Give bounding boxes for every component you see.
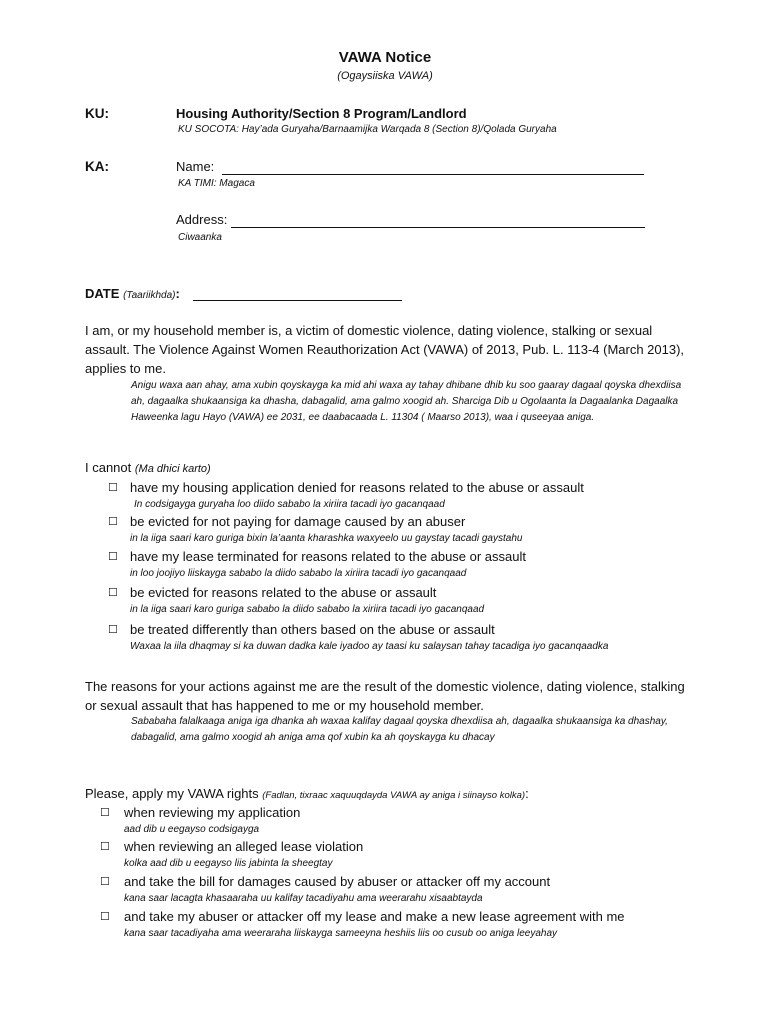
page-title: VAWA Notice: [338, 49, 432, 66]
checkbox-apply-1[interactable]: ☐: [100, 807, 110, 819]
checkbox-cannot-5[interactable]: ☐: [108, 624, 118, 636]
reasons-paragraph: The reasons for your actions against me are the result of the domestic violence, dating violence, stalking or sexual assault that has happened to me or my household member.: [85, 679, 685, 713]
cannot-item-2: be evicted for not paying for damage caused by an abuser: [130, 514, 466, 529]
apply-item-2-translation: kolka aad dib u eegayso liis jabinta la sheegtay: [124, 858, 333, 869]
apply-heading-translation: (Fadlan, tixraac xaquuqdayda VAWA ay aniga i siinayso kolka): [262, 790, 526, 801]
checkbox-cannot-4[interactable]: ☐: [108, 587, 118, 599]
checkbox-apply-3[interactable]: ☐: [100, 876, 110, 888]
cannot-item-3-translation: in loo joojiyo liiskayga sababo la diido sababo la xiriira tacadi iyo gacanqaad: [130, 568, 467, 579]
to-label: KU:: [85, 106, 109, 121]
name-field[interactable]: [222, 174, 644, 175]
cannot-item-3: have my lease terminated for reasons related to the abuse or assault: [130, 549, 526, 564]
apply-item-4-translation: kana saar tacadiyaha ama weeraraha liiskayga sameeyna heshiis liis oo cusub oo aniga leeyahay: [124, 928, 558, 939]
cannot-item-1-translation: In codsigayga guryaha loo diido sababo la xiriira tacadi iyo gacanqaad: [134, 499, 445, 510]
intro-translation: Anigu waxa aan ahay, ama xubin qoyskayga ka mid ahi waxa ay tahay dhibane dhib ku soo gaaray dagaal qoyska dhexdiisa ah, dagaalka shukaansiga ka dhasha, dabagalid, ama galmo xoogid ah. Sharciga Dib u Ogolaanta la Dagaalanka Dagaalka Haweenka lagu Hayo (VAWA) ee 2031, ee daabacaada L. 11304 ( Maarso 2013), waa i quseeyaa aniga.: [131, 380, 682, 423]
address-translation: Ciwaanka: [178, 232, 222, 243]
page-subtitle: (Ogaysiiska VAWA): [337, 70, 433, 82]
address-label: Address:: [176, 212, 228, 227]
date-colon: :: [175, 286, 180, 301]
date-label: DATE: [85, 286, 120, 301]
apply-item-2: when reviewing an alleged lease violation: [124, 839, 364, 854]
address-field[interactable]: [231, 227, 645, 228]
checkbox-apply-2[interactable]: ☐: [100, 841, 110, 853]
cannot-item-2-translation: in la iiga saari karo guriga bixin la’aanta kharashka waxyeelo uu gaystay tacadi gaystahu: [130, 533, 523, 544]
apply-item-3-translation: kana saar lacagta khasaaraha uu kalifay tacadiyahu ama weerarahu xisaabtayda: [124, 893, 483, 904]
to-translation: KU SOCOTA: Hay’ada Guryaha/Barnaamijka Warqada 8 (Section 8)/Qolada Guryaha: [178, 124, 557, 135]
to-value: Housing Authority/Section 8 Program/Landlord: [176, 106, 467, 121]
cannot-item-4: be evicted for reasons related to the abuse or assault: [130, 585, 437, 600]
cannot-item-1: have my housing application denied for reasons related to the abuse or assault: [130, 480, 584, 495]
checkbox-cannot-1[interactable]: ☐: [108, 482, 118, 494]
checkbox-cannot-2[interactable]: ☐: [108, 516, 118, 528]
apply-item-4: and take my abuser or attacker off my lease and make a new lease agreement with me: [124, 909, 625, 924]
cannot-heading-group: [85, 460, 211, 475]
from-label: KA:: [85, 159, 109, 174]
cannot-heading-translation: (Ma dhici karto): [134, 463, 211, 475]
cannot-item-5-translation: Waxaa la iila dhaqmay si ka duwan dadka kale iyadoo ay taasi ku salaysan tahay tacadiga iyo gacanqaadka: [130, 641, 609, 652]
checkbox-apply-4[interactable]: ☐: [100, 911, 110, 923]
date-label-group: [85, 286, 180, 301]
intro-paragraph: I am, or my household member is, a victim of domestic violence, dating violence, stalking or sexual assault. The Violence Against Women Reauthorization Act (VAWA) of 2013, Pub. L. 113-4 (March 2013), applies to me.: [85, 323, 685, 376]
cannot-heading: I cannot: [85, 460, 132, 475]
cannot-item-4-translation: in la iiga saari karo guriga sababo la diido sababo la xiriira tacadi iyo gacanqaad: [130, 604, 485, 615]
apply-item-1: when reviewing my application: [124, 805, 301, 820]
apply-heading-colon: :: [525, 786, 529, 801]
cannot-item-5: be treated differently than others based on the abuse or assault: [130, 622, 495, 637]
checkbox-cannot-3[interactable]: ☐: [108, 551, 118, 563]
reasons-translation: Sababaha falalkaaga aniga iga dhanka ah waxaa kalifay dagaal qoyska dhexdiisa ah, dagaalka shukaansiga ka dhashay, dabagalid, ama galmo xoogid ah aniga ama qof xubin ka ah qoyskayga ku dhacay: [131, 716, 668, 743]
date-field[interactable]: [193, 300, 402, 301]
apply-heading: Please, apply my VAWA rights: [85, 786, 259, 801]
name-label: Name:: [176, 159, 215, 174]
date-translation: (Taariikhda): [123, 290, 176, 301]
apply-item-3: and take the bill for damages caused by abuser or attacker off my account: [124, 874, 551, 889]
apply-item-1-translation: aad dib u eegayso codsigayga: [124, 824, 260, 835]
name-translation: KA TIMI: Magaca: [178, 178, 255, 189]
apply-heading-group: [85, 786, 529, 801]
